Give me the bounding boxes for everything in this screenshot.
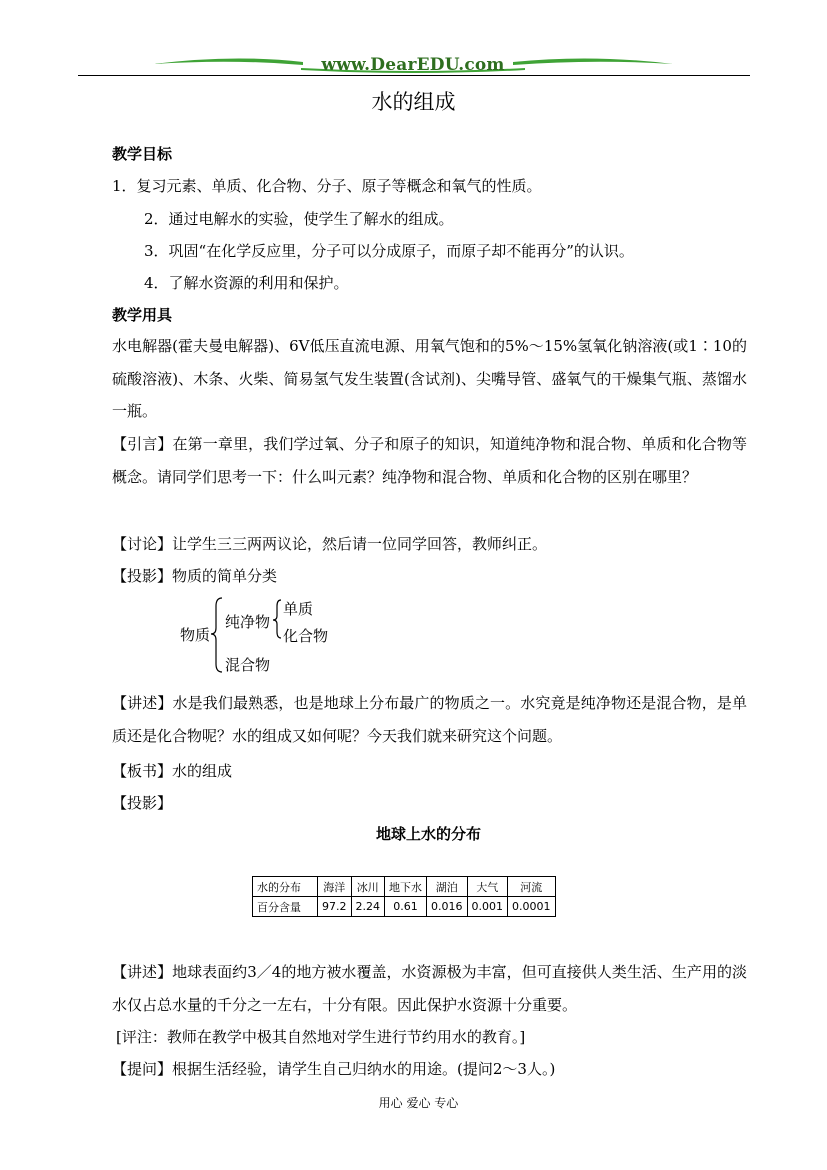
table-value-cell: 0.61 (385, 897, 427, 917)
goal-item-2: 2．通过电解水的实验，使学生了解水的组成。 (144, 210, 454, 228)
site-logo (153, 52, 673, 74)
tools-paragraph: 水电解器(霍夫曼电解器)、6V低压直流电源、用氧气饱和的5%～15%氢氧化钠溶液(或1∶10的硫酸溶液)、木条、火柴、简易氢气发生装置(含试剂)、尖嘴导管、盛氧气的干燥集气瓶、蒸馏水一瓶。 (112, 337, 747, 421)
table-header-cell: 湖泊 (427, 877, 468, 897)
intro-paragraph: 【引言】在第一章里，我们学过氧、分子和原子的知识，知道纯净物和混合物、单质和化合物等概念。请同学们思考一下：什么叫元素？纯净物和混合物、单质和化合物的区别在哪里？ (112, 435, 747, 486)
question-line: 【提问】根据生活经验，请学生自己归纳水的用途。(提问2～3人。) (112, 1060, 556, 1078)
water-distribution-table (252, 876, 556, 917)
page-header (78, 52, 750, 78)
table-row (253, 897, 556, 917)
page-footer: 用心 爱心 专心 (378, 1096, 459, 1110)
goal-item-3: 3．巩固“在化学反应里，分子可以分成原子，而原子却不能再分”的认识。 (144, 242, 634, 260)
tree-element: 单质 (283, 600, 314, 618)
table-header-cell: 大气 (467, 877, 508, 897)
discussion-line: 【讨论】让学生三三两两议论，然后请一位同学回答，教师纠正。 (112, 535, 548, 553)
comment-line: [评注：教师在教学中极其自然地对学生进行节约用水的教育。] (116, 1028, 526, 1046)
projection-line-1: 【投影】物质的简单分类 (112, 567, 278, 585)
table-header-cell: 河流 (508, 877, 556, 897)
table-row-label: 水的分布 (253, 877, 318, 897)
lecture-paragraph-2: 【讲述】地球表面约3／4的地方被水覆盖，水资源极为丰富，但可直接供人类生活、生产用的淡水仅占总水量的千分之一左右，十分有限。因此保护水资源十分重要。 (112, 963, 747, 1014)
table-header-cell: 冰川 (351, 877, 385, 897)
table-value-cell: 97.2 (318, 897, 352, 917)
tree-pure: 纯净物 (225, 613, 271, 631)
table-row (253, 877, 556, 897)
tools-heading: 教学用具 (112, 306, 173, 324)
tree-root: 物质 (180, 626, 211, 644)
classification-tree (180, 594, 360, 676)
table-title: 地球上水的分布 (375, 825, 481, 843)
table-header-cell: 地下水 (385, 877, 427, 897)
table-value-cell: 0.0001 (508, 897, 556, 917)
logo-text: www.DearEDU.com (321, 55, 505, 75)
lecture-paragraph-1: 【讲述】水是我们最熟悉，也是地球上分布最广的物质之一。水究竟是纯净物还是混合物，是单质还是化合物呢？水的组成又如何呢？今天我们就来研究这个问题。 (112, 694, 747, 745)
tree-compound: 化合物 (283, 627, 329, 645)
page-title: 水的组成 (371, 90, 456, 114)
board-line: 【板书】水的组成 (112, 762, 233, 780)
table-value-cell: 2.24 (351, 897, 385, 917)
header-rule (78, 75, 750, 76)
table-value-cell: 0.001 (467, 897, 508, 917)
projection-line-2: 【投影】 (112, 794, 173, 812)
goal-item-4: 4．了解水资源的利用和保护。 (144, 274, 349, 292)
table-value-cell: 0.016 (427, 897, 468, 917)
goals-heading: 教学目标 (112, 145, 173, 163)
tree-mixture: 混合物 (225, 656, 271, 674)
goal-item-1: 1．复习元素、单质、化合物、分子、原子等概念和氧气的性质。 (112, 177, 542, 195)
table-header-cell: 海洋 (318, 877, 352, 897)
table-row-label: 百分含量 (253, 897, 318, 917)
